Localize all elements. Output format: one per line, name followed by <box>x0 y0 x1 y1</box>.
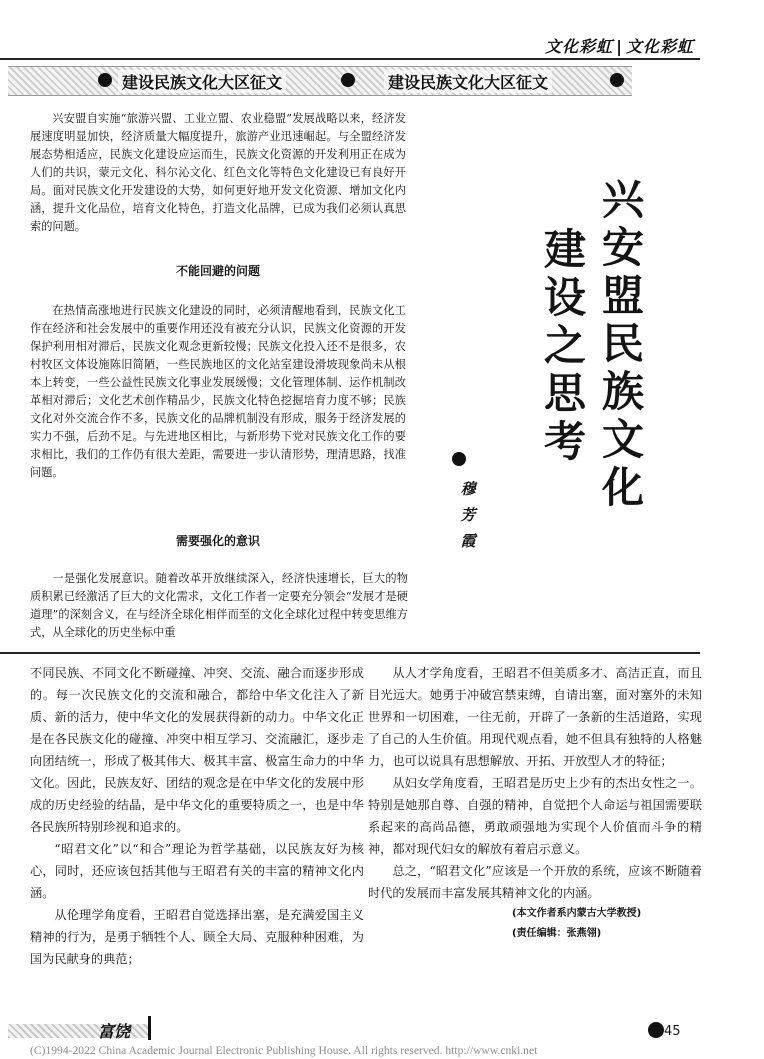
bottom-right-column <box>368 662 702 944</box>
author-dot <box>452 452 466 466</box>
page-number-dot <box>648 1022 664 1038</box>
author-name: 穆芳霞 <box>460 480 476 550</box>
logo-separator: | <box>616 37 623 56</box>
page-number: 45 <box>664 1024 681 1039</box>
header-rule <box>0 58 700 60</box>
author-note: (本文作者系内蒙古大学教授) <box>512 908 642 919</box>
footer-rule <box>148 1016 151 1040</box>
intro-paragraph: 兴安盟自实施“旅游兴盟、工业立盟、农业稳盟”发展战略以来，经济发展速度明显加快，经济质量大幅度提升，旅游产业迅速崛起。与全盟经济发展态势相适应，民族文化建设应运而生，民族文化资源的开发利用正在成为人们的共识，蒙元文化、科尔沁文化、红色文化等特色文化建设已有良好开局。面对民族文化开发建设的大势，如何更好地开发文化资源、增加文化内涵，提升文化品位，培育文化特色，打造文化品牌，已成为我们必须认真思索的问题。 <box>30 112 406 233</box>
bottom-left-column <box>30 662 364 970</box>
banner-dot-2 <box>341 73 355 87</box>
body-paragraph: 总之，“昭君文化”应该是一个开放的系统，应该不断随着时代的发展而丰富发展其精神文化的内涵。 <box>368 864 702 900</box>
logo-left-text: 文化彩虹 <box>545 37 614 56</box>
body-paragraph: 从人才学角度看，王昭君不但美质多才、高洁正直，而且目光远大。她勇于冲破宫禁束缚，自请出塞，面对塞外的未知世界和一切困难，一往无前，开辟了一条新的生活道路，实现了自己的人生价值。用现代观点看，她不但具有独特的人格魅力，也可以说具有思想解放、开拓、开放型人才的特征； <box>368 666 702 768</box>
editor-note: (责任编辑：张燕翎) <box>512 928 602 939</box>
footer-logo: 富饶 <box>98 1022 131 1041</box>
problems-paragraph: 在热情高涨地进行民族文化建设的同时，必须清醒地看到，民族文化工作在经济和社会发展中的重要作用还没有被充分认识，民族文化资源的开发保护利用相对滞后，民族文化观念更新较慢；民族文化投入还不是很多，农村牧区文体设施陈旧简陋，一些民族地区的文化站室建设滑坡现象尚未从根本上转变，一些公益性民族文化事业发展缓慢；文化管理体制、运作机制改革相对滞后；文化艺术创作精品少，民族文化特色挖掘培育力度不够；民族文化对外交流合作不多，民族文化的品牌机制没有形成，服务于经济发展的实力不强，后劲不足。与先进地区相比，与新形势下党对民族文化工作的要求相比，我们的工作仍有很大差距，需要进一步认清形势，理清思路，找准问题。 <box>30 304 406 479</box>
banner-dot-1 <box>98 73 112 87</box>
banner-item-2: 建设民族文化大区征文 <box>384 70 552 93</box>
column-divider-rule <box>0 652 700 654</box>
article-title-line-2: 建设之思考 <box>543 225 586 466</box>
magazine-logo <box>545 34 694 57</box>
banner-dot-3 <box>610 73 624 87</box>
body-paragraph: 不同民族、不同文化不断碰撞、冲突、交流、融合而逐步形成的。每一次民族文化的交流和融合，都给中华文化注入了新质、新的活力，使中华文化的发展获得新的动力。中华文化正是在各民族文化的碰撞、冲突中相互学习、交流融汇，逐步走向团结统一，形成了极其伟大、极其丰富、极富生命力的中华文化。因此，民族友好、团结的观念是在中华文化的发展中形成的历史经验的结晶，是中华文化的重要特质之一，也是中华各民族所特别珍视和追求的。 <box>30 666 364 834</box>
copyright-watermark: (C)1994-2022 China Academic Journal Electronic Publishing House. All rights reserved. http://www.cnki.net <box>30 1044 538 1057</box>
body-paragraph: 从妇女学角度看，王昭君是历史上少有的杰出女性之一。特别是她那自尊、自强的精神，自觉把个人命运与祖国需要联系起来的高尚品德，勇敢顽强地为实现个人价值而斗争的精神，都对现代妇女的解放有着启示意义。 <box>368 776 702 856</box>
logo-right-text: 文化彩虹 <box>625 37 694 56</box>
awareness-paragraph: 一是强化发展意识。随着改革开放继续深入，经济快速增长，巨大的物质积累已经激活了巨大的文化需求，文化工作者一定要充分领会“发展才是硬道理”的深刻含义，在与经济全球化相伴而至的文化全球化过程中转变思维方式，从全球化的历史坐标中重 <box>30 572 408 639</box>
section-heading-awareness: 需要强化的意识 <box>175 534 260 548</box>
body-paragraph: 从伦理学角度看，王昭君自觉选择出塞，是充满爱国主义精神的行为，是勇于牺牲个人、顾全大局、克服种种困难，为国为民献身的典范； <box>30 908 364 966</box>
banner-item-1: 建设民族文化大区征文 <box>118 70 286 93</box>
section-heading-problems: 不能回避的问题 <box>175 264 260 278</box>
body-paragraph: “昭君文化”以“和合”理论为哲学基础，以民族友好为核心，同时，还应该包括其他与王昭君有关的丰富的精神文化内涵。 <box>30 842 364 900</box>
article-title-line-1: 兴安盟民族文化 <box>601 175 644 512</box>
